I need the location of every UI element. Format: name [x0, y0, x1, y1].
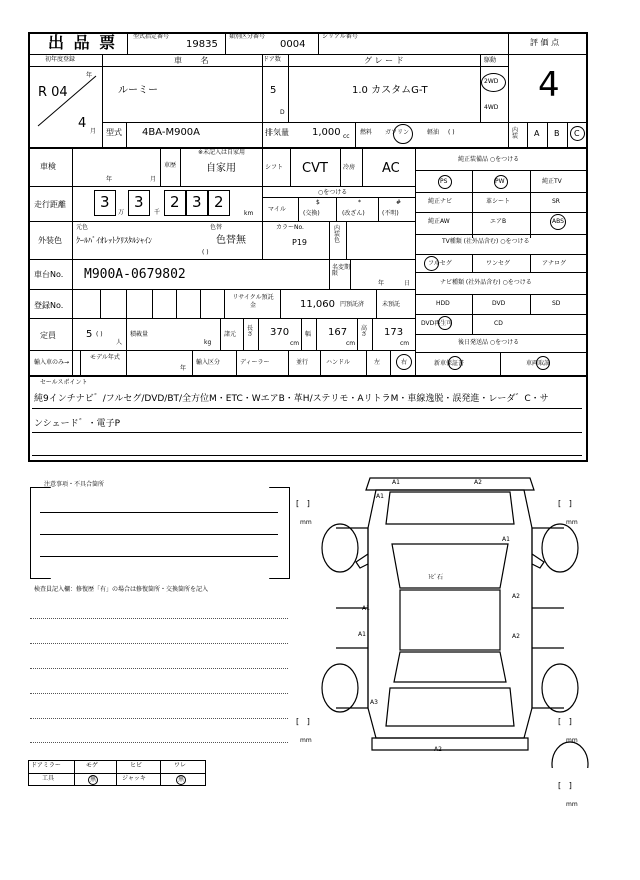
- color-change-label: 色替: [210, 224, 223, 231]
- interior-a: A: [534, 129, 540, 138]
- inspection-month: 月: [150, 176, 157, 183]
- ac-label: 冷房: [343, 164, 356, 171]
- tv-analog: アナログ: [542, 260, 567, 267]
- car-name-value: ルーミー: [118, 85, 158, 96]
- fuel-label: 燃料: [360, 129, 373, 136]
- equip-abs: ABS: [552, 218, 564, 225]
- drive-4wd: 4WD: [484, 104, 499, 111]
- drive-label: 駆動: [484, 57, 497, 64]
- fuel-diesel: 軽油: [427, 129, 440, 136]
- car-name-label: 車 名: [174, 56, 217, 65]
- equip-navi: 純正ナビ: [428, 198, 453, 205]
- navi-type-title: ナビ種類 (社外品含む) ○をつける: [440, 279, 532, 286]
- category-value: 0004: [280, 39, 306, 50]
- length-value: 370: [270, 327, 290, 338]
- history-label: 車歴: [164, 162, 177, 169]
- tools-label: 工具: [42, 775, 55, 782]
- first-reg-diagonal: [32, 68, 102, 131]
- model-year-unit: 年: [180, 365, 187, 372]
- exchanged-sym: $: [316, 199, 320, 206]
- type-designation-value: 19835: [186, 39, 218, 50]
- height-label: 高さ: [361, 325, 368, 338]
- tire-fl-unit: mm: [300, 519, 312, 526]
- width-label: 幅: [305, 331, 312, 338]
- height-unit: cm: [400, 340, 410, 347]
- handle-label: ハンドル: [326, 359, 351, 366]
- jack-label: ジャッキ: [122, 775, 146, 782]
- interior-b: B: [554, 129, 560, 138]
- crack-label: ヒビ: [130, 762, 143, 769]
- mark-front-bumper-right: A2: [474, 479, 482, 486]
- parallel-label: 並行: [296, 359, 309, 366]
- mark-hood: A1: [376, 493, 384, 500]
- mileage-digit-2: 3: [134, 193, 144, 211]
- color-paren: ( ): [202, 249, 209, 256]
- dimensions-label: 諸元: [224, 331, 237, 338]
- recycle-not: 未預託: [382, 301, 401, 308]
- door-mirror-value: モゲ: [86, 762, 99, 769]
- serial-label: シリアル番号: [322, 33, 358, 40]
- history-note: ※未記入は自家用: [198, 149, 246, 156]
- color-no-value: P19: [292, 238, 308, 247]
- recycle-label: リサイクル預託金: [232, 294, 274, 309]
- shift-label: シフト: [265, 164, 284, 171]
- mileage-label: 走行距離: [34, 200, 66, 209]
- load-unit: kg: [204, 339, 212, 346]
- title-change-day: 日: [404, 280, 411, 287]
- mileage-sen-unit: 千: [154, 209, 161, 216]
- mileage-mark-label: ○をつける: [318, 189, 348, 196]
- exchanged-label: (交換): [303, 210, 320, 217]
- equip-aw: 純正AW: [428, 218, 450, 225]
- grade-label: グ レ ー ド: [364, 56, 404, 65]
- mark-right-front-door: A2: [512, 593, 520, 600]
- navi-dvd-play: DVD再生可: [421, 320, 453, 327]
- inspector-title: 検査員記入欄：修復歴「有」の場合は修復箇所・交換箇所を記入: [34, 586, 209, 593]
- navi-dvd: DVD: [492, 300, 506, 307]
- first-reg-year-unit: 年: [86, 72, 93, 79]
- tire-rr-unit: mm: [566, 737, 578, 744]
- tire-fr-bracket: [ ]: [558, 499, 572, 508]
- equip-tv: 純正TV: [542, 178, 562, 185]
- width-value: 167: [328, 327, 348, 338]
- title-change-label: 名変期限: [332, 264, 351, 277]
- color-change-value: 色替無: [216, 235, 246, 246]
- original-color-label: 元色: [76, 224, 89, 231]
- capacity-value: 5: [86, 329, 93, 340]
- navi-cd: CD: [494, 320, 503, 327]
- tools-value: 無: [90, 776, 97, 783]
- navi-hdd: HDD: [436, 300, 450, 307]
- later-manual: 車両取説: [526, 360, 551, 367]
- doors-suffix: D: [280, 109, 285, 116]
- history-value: 自家用: [206, 163, 236, 174]
- displacement-value: 1,000: [312, 127, 341, 138]
- import-type-label: 輸入区分: [196, 359, 221, 366]
- interior-color-label: 内装色: [334, 225, 341, 244]
- model-label: 型式: [106, 128, 122, 137]
- shift-value: CVT: [302, 161, 328, 176]
- import-label: 輸入車のみ→: [34, 359, 70, 366]
- equip-airbag: エアB: [490, 218, 507, 225]
- model-value: 4BA-M900A: [142, 127, 201, 138]
- mark-right-fender: A1: [502, 536, 510, 543]
- fuel-gas: ガソリン: [385, 129, 410, 136]
- original-color-value: ｸｰﾙﾊﾞｲｵﾚｯﾄｸﾘｽﾀﾙｼｬｲﾝ: [76, 236, 152, 245]
- altered-sym: *: [358, 199, 361, 206]
- load-label: 積載量: [130, 331, 149, 338]
- title-change-year: 年: [378, 280, 385, 287]
- notes-title: 注意事項・不具合箇所: [44, 481, 105, 488]
- equip-pw: PW: [495, 178, 505, 185]
- later-title: 後日発送品 ○をつける: [458, 339, 520, 346]
- mark-left-rear-quarter: A3: [370, 699, 378, 706]
- notes-bracket: [30, 487, 290, 579]
- sales-label: セールスポイント: [40, 379, 88, 386]
- mileage-digit-4: 3: [192, 193, 202, 211]
- tire-fr-unit: mm: [566, 519, 578, 526]
- recycle-amount: 11,060: [300, 299, 335, 310]
- inspection-year: 年: [106, 176, 113, 183]
- equip-sr: SR: [552, 198, 560, 205]
- navi-sd: SD: [552, 300, 561, 307]
- mark-left-rear-door: A1: [358, 631, 366, 638]
- form-title: 出 品 票: [48, 33, 118, 52]
- displacement-unit: cc: [343, 133, 350, 140]
- equip-ps: PS: [440, 178, 448, 185]
- handle-left: 左: [374, 359, 381, 366]
- capacity-label: 定員: [40, 331, 56, 340]
- tire-fl-bracket: [ ]: [296, 499, 310, 508]
- sales-line-1: 純9インチナビ゛/フルセグ/DVD/BT/全方位M・ETC・WエアB・革H/ステリモ・AリトラM・車線逸脱・誤発進・レーダ゛C・サ: [34, 394, 549, 404]
- mile-label: マイル: [268, 206, 286, 213]
- door-mirror-label: ドアミラー: [31, 762, 61, 769]
- height-value: 173: [384, 327, 404, 338]
- unknown-label: (不明): [382, 210, 399, 217]
- recycle-deposited: 円預託済: [340, 301, 365, 308]
- mark-rear-bumper: A2: [434, 746, 442, 753]
- mileage-unit: km: [244, 210, 254, 217]
- grade-score-value: 4: [538, 65, 560, 105]
- tv-fullseg: フルセグ: [428, 260, 452, 267]
- drive-2wd: 2WD: [484, 78, 499, 85]
- mark-right-rear-door: A2: [512, 633, 520, 640]
- reg-no-label: 登録No.: [34, 301, 64, 310]
- mark-windshield: ﾄﾋﾞ石: [428, 574, 444, 581]
- grade-score-label: 評 価 点: [530, 38, 560, 47]
- first-reg-month-unit: 月: [90, 128, 97, 135]
- equipment-title: 純正装備品 ○をつける: [458, 156, 520, 163]
- tv-type-title: TV種類 (社外品含む) ○をつける: [442, 238, 530, 245]
- width-unit: cm: [346, 340, 356, 347]
- tire-rl-unit: mm: [300, 737, 312, 744]
- chassis-label: 車台No.: [34, 270, 64, 279]
- category-label: 類別区分番号: [229, 33, 266, 40]
- car-diagram: [300, 468, 600, 768]
- first-reg-year: R 04: [38, 85, 68, 100]
- displacement-label: 排気量: [265, 128, 289, 137]
- mileage-digit-1: 3: [100, 193, 110, 211]
- ac-value: AC: [382, 161, 400, 176]
- interior-c: C: [574, 129, 580, 138]
- jack-value: 無: [178, 776, 185, 783]
- model-year-label: モデル年式: [90, 354, 120, 361]
- mark-front-bumper-left: A1: [392, 479, 400, 486]
- altered-label: (改ざん): [342, 210, 365, 217]
- tire-rr-bracket: [ ]: [558, 717, 572, 726]
- mark-left-front-door: A1: [362, 605, 370, 612]
- unknown-sym: #: [396, 199, 402, 206]
- mileage-digit-3: 2: [170, 193, 180, 211]
- length-label: 長さ: [247, 325, 254, 338]
- color-label: 外装色: [38, 236, 62, 245]
- first-reg-month: 4: [78, 116, 87, 131]
- grade-value: 1.0 カスタムG-T: [352, 85, 428, 96]
- sales-line-2: ンシェード゛・電子P: [34, 419, 121, 429]
- capacity-unit: 人: [116, 339, 123, 346]
- tire-rl-bracket: [ ]: [296, 717, 310, 726]
- handle-right: 右: [401, 359, 408, 366]
- dealer-label: ディーラー: [240, 359, 270, 366]
- interior-label: 内装: [512, 127, 519, 140]
- chassis-value: M900A-0679802: [84, 267, 186, 282]
- doors-value: 5: [270, 85, 277, 96]
- tv-oneseg: ワンセグ: [486, 260, 511, 267]
- doors-label: ドア数: [263, 56, 281, 63]
- tire-spare-unit: mm: [566, 801, 578, 808]
- tire-spare-bracket: [ ]: [558, 781, 572, 790]
- mileage-digit-5: 2: [214, 193, 224, 211]
- first-reg-label: 初年度登録: [45, 56, 76, 63]
- length-unit: cm: [290, 340, 300, 347]
- inspection-label: 車検: [40, 162, 56, 171]
- mileage-man-unit: 万: [118, 209, 125, 216]
- color-no-label: カラーNo.: [276, 224, 304, 231]
- break-label: ワレ: [174, 762, 187, 769]
- equip-leather: 革シート: [486, 198, 511, 205]
- fuel-paren: ( ): [448, 129, 455, 136]
- later-warranty: 新車保証書: [434, 360, 465, 367]
- capacity-paren: ( ): [96, 331, 103, 338]
- type-designation-label: 型式指定番号: [133, 33, 170, 40]
